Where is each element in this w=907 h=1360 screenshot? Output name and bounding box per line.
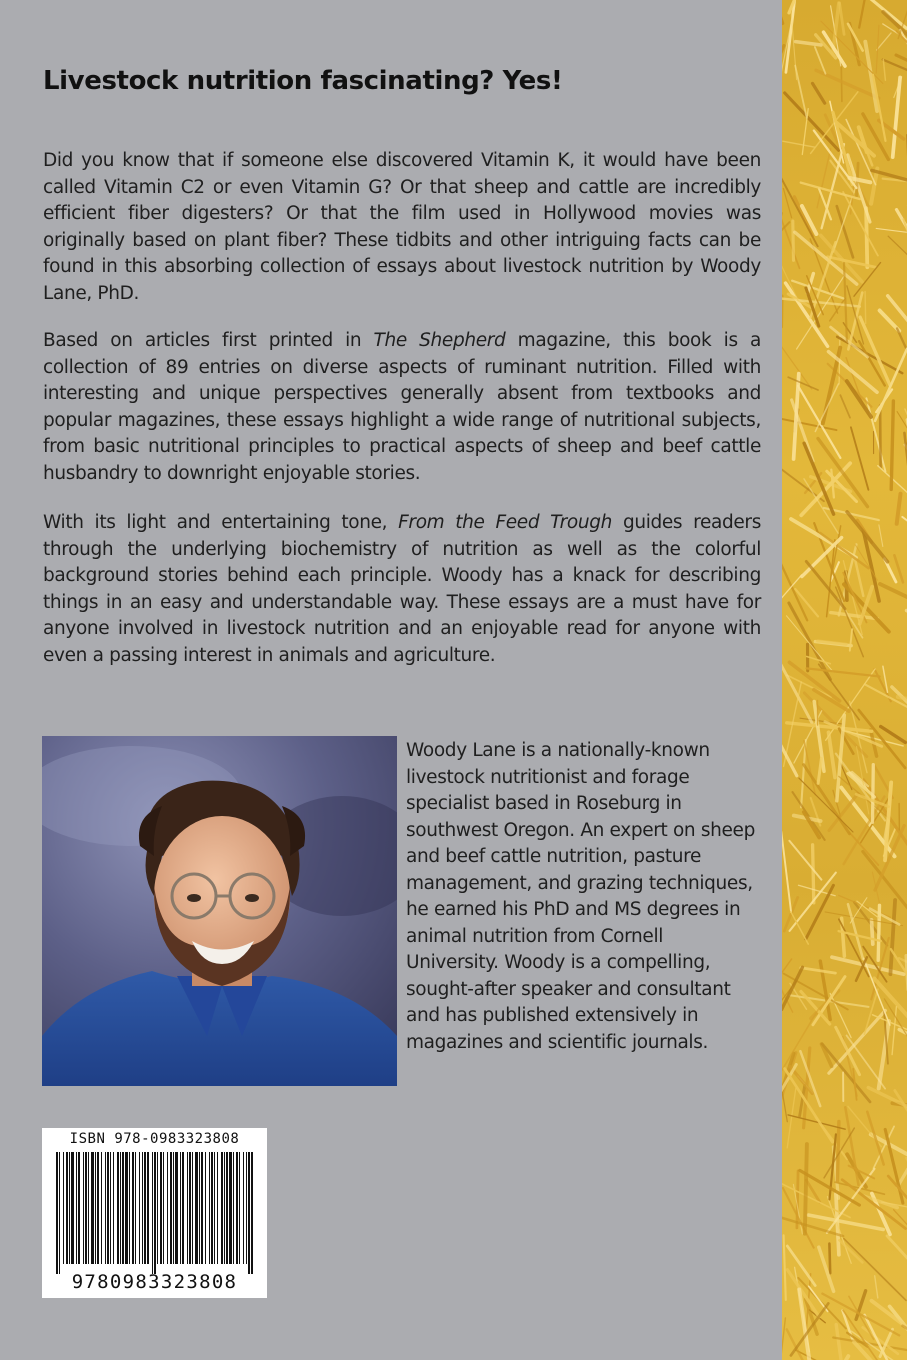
barcode-bar — [120, 1152, 121, 1264]
straw-fiber — [829, 1244, 830, 1274]
barcode-bar — [83, 1152, 84, 1264]
barcode-bar — [91, 1152, 94, 1264]
straw-fiber — [840, 3, 845, 35]
straw-fiber — [859, 0, 866, 28]
barcode-bar — [192, 1152, 193, 1264]
straw-fiber — [783, 189, 791, 218]
straw-fiber — [813, 83, 825, 103]
barcode-bar — [167, 1152, 168, 1264]
barcode-bar — [163, 1152, 164, 1264]
straw-fiber — [789, 841, 821, 880]
paragraph-tone — [43, 510, 761, 669]
barcode-bar — [78, 1152, 80, 1264]
barcode-bar — [187, 1152, 188, 1264]
barcode-bar — [135, 1152, 136, 1264]
barcode-bars — [56, 1152, 253, 1274]
barcode-bar — [59, 1152, 60, 1274]
barcode-bar — [173, 1152, 174, 1264]
straw-fiber — [891, 401, 893, 489]
barcode-bar — [144, 1152, 146, 1264]
straw-texture — [782, 0, 907, 1360]
barcode-bar — [214, 1152, 215, 1264]
barcode-bar — [209, 1152, 210, 1264]
paragraph-tone-rest: guides readers through the underlying biochemistry of nutrition as well as the colorful background stories behind each principle. Woody has a knack for describing things in an easy and understandable way. These essays are a must have for anyone involved in livestock nutrition and an enjoyable read for anyone with even a passing interest in animals and agriculture. — [43, 512, 761, 666]
barcode-icon — [42, 1128, 267, 1298]
straw-fiber — [793, 221, 794, 260]
straw-fiber — [818, 759, 821, 784]
straw-fiber — [782, 298, 860, 307]
straw-fiber — [807, 668, 880, 676]
straw-fiber — [796, 42, 822, 45]
straw-fiber — [865, 292, 866, 324]
barcode-bar — [56, 1152, 58, 1274]
straw-fiber — [783, 141, 815, 147]
barcode-bar — [226, 1152, 228, 1264]
straw-fiber — [888, 296, 907, 342]
barcode-bar — [182, 1152, 184, 1264]
straw-fiber — [805, 1144, 807, 1234]
barcode-number: 9780983323808 — [71, 1271, 238, 1293]
barcode-bar — [224, 1152, 225, 1264]
barcode-bar — [180, 1152, 181, 1264]
straw-fiber — [883, 59, 885, 80]
straw-fiber — [840, 395, 850, 418]
barcode-bar — [160, 1152, 162, 1264]
straw-fiber — [879, 525, 883, 547]
barcode-bar — [246, 1152, 247, 1264]
straw-fiber — [782, 418, 837, 431]
straw-fiber — [890, 900, 895, 974]
straw-fiber — [839, 1240, 862, 1262]
paragraph-about-book-lead: Based on articles first printed in — [43, 330, 374, 351]
straw-fiber — [873, 765, 874, 823]
barcode-bar — [211, 1152, 213, 1264]
barcode-bar — [217, 1152, 218, 1264]
straw-fiber — [808, 1215, 883, 1230]
barcode-bar — [66, 1152, 68, 1264]
barcode-bar — [251, 1152, 253, 1274]
straw-fiber — [799, 778, 853, 832]
barcode-bar — [132, 1152, 134, 1264]
barcode-bar — [248, 1152, 250, 1274]
straw-fiber — [830, 298, 845, 320]
straw-fiber — [875, 1276, 878, 1298]
straw-texture-strip — [782, 0, 907, 1360]
straw-fiber — [791, 912, 809, 944]
straw-fiber — [829, 732, 836, 777]
straw-fiber — [815, 384, 838, 432]
straw-fiber — [868, 1088, 907, 1122]
straw-fiber — [880, 406, 881, 468]
barcode-bar — [85, 1152, 87, 1264]
paragraph-about-book — [43, 328, 761, 487]
straw-fiber — [903, 1326, 907, 1343]
straw-fiber — [787, 1246, 815, 1286]
isbn-label: ISBN 978-0983323808 — [69, 1131, 240, 1147]
straw-fiber — [845, 1107, 858, 1185]
straw-fiber — [782, 738, 797, 776]
straw-fiber — [810, 242, 835, 318]
barcode-bar — [205, 1152, 206, 1264]
straw-fiber — [883, 60, 907, 76]
straw-fiber — [784, 1235, 786, 1300]
barcode-bar — [195, 1152, 198, 1264]
straw-fiber — [837, 1121, 839, 1181]
barcode-bar — [170, 1152, 172, 1264]
barcode-bar — [221, 1152, 223, 1264]
barcode-bar — [113, 1152, 114, 1264]
barcode-bar — [88, 1152, 89, 1264]
straw-fiber — [836, 1027, 860, 1074]
straw-fiber — [816, 1356, 848, 1360]
straw-fiber — [839, 931, 881, 941]
straw-fiber — [888, 236, 907, 267]
barcode-bar — [147, 1152, 149, 1264]
barcode-bar — [97, 1152, 99, 1264]
straw-fiber — [784, 897, 798, 931]
paragraph-intro: Did you know that if someone else discovered Vitamin K, it would have been called Vitamin C2 or even Vitamin G? Or that sheep and cattle are incredibly efficient fiber digesters? Or that the film used in Hollywood movies was originally based on plant fiber? These tidbits and other intriguing facts can be found in this absorbing collection of essays about livestock nutrition by Woody Lane, PhD. — [43, 150, 761, 304]
barcode-bar — [101, 1152, 102, 1264]
straw-fiber — [850, 629, 852, 651]
straw-fiber — [887, 1236, 907, 1258]
barcode-bar — [236, 1152, 238, 1264]
barcode-bar — [199, 1152, 200, 1264]
barcode-bar — [95, 1152, 96, 1264]
barcode-bar — [175, 1152, 178, 1264]
straw-fiber — [885, 1129, 903, 1203]
author-photo-icon — [42, 736, 397, 1086]
straw-fiber — [782, 46, 784, 121]
barcode-bar — [189, 1152, 191, 1264]
book-title: From the Feed Trough — [398, 512, 613, 533]
barcode-bar — [142, 1152, 143, 1264]
magazine-title: The Shepherd — [373, 330, 506, 351]
straw-fiber — [899, 1030, 907, 1044]
barcode-bar — [69, 1152, 70, 1264]
straw-fiber — [871, 169, 877, 204]
straw-fiber — [787, 1088, 796, 1148]
straw-fiber — [801, 968, 836, 973]
barcode-bar — [110, 1152, 111, 1264]
straw-fiber — [851, 427, 869, 490]
page-title: Livestock nutrition fascinating? Yes! — [43, 66, 563, 96]
author-bio: Woody Lane is a nationally-known livestock nutritionist and forage specialist based in Roseburg in southwest Oregon. An expert on sheep and beef cattle nutrition, pasture management, and grazing techniques, he earned his PhD and MS degrees in animal nutrition from Cornell University. Woody is a compelling, sought-after speaker and consultant and has published extensively in magazines and scientific journals. — [406, 740, 755, 1053]
straw-fiber — [902, 517, 907, 548]
straw-fiber — [806, 561, 845, 608]
barcode-bar — [157, 1152, 158, 1264]
barcode-bar — [239, 1152, 240, 1264]
straw-fiber — [788, 377, 818, 390]
barcode-bar — [152, 1152, 153, 1274]
straw-fiber — [830, 994, 851, 1038]
paragraph-about-book-rest: magazine, this book is a collection of 89 entries on diverse aspects of ruminant nutrition. Filled with interesting and unique perspectives generally absent from textbooks and popular magazines, these essays highlight a wide range of nutritional subjects, from basic nutritional principles to practical aspects of sheep and beef cattle husbandry to downright enjoyable stories. — [43, 330, 761, 484]
barcode-bar — [107, 1152, 109, 1264]
barcode-bar — [154, 1152, 156, 1274]
straw-fiber — [782, 832, 791, 912]
straw-fiber — [866, 398, 885, 471]
barcode-bar — [122, 1152, 124, 1264]
straw-fiber — [848, 773, 875, 797]
straw-fiber — [897, 210, 907, 232]
barcode-bar — [201, 1152, 203, 1264]
barcode-bar — [105, 1152, 106, 1264]
straw-fiber — [897, 494, 901, 524]
barcode-bar — [229, 1152, 232, 1264]
straw-fiber — [782, 1318, 785, 1360]
barcode-bar — [117, 1152, 119, 1264]
barcode-bar — [139, 1152, 140, 1264]
barcode-bar — [71, 1152, 74, 1264]
barcode-bar — [125, 1152, 128, 1264]
straw-fiber — [880, 584, 907, 605]
barcode-bar — [63, 1152, 64, 1264]
barcode-bar — [243, 1152, 244, 1264]
barcode-bar — [76, 1152, 77, 1264]
barcode-bar — [129, 1152, 130, 1264]
straw-fiber — [876, 228, 907, 237]
straw-fiber — [813, 845, 814, 903]
barcode-bar — [233, 1152, 234, 1264]
straw-fiber — [892, 687, 907, 740]
straw-fiber — [836, 1325, 847, 1360]
straw-fiber — [801, 740, 806, 807]
straw-fiber — [872, 920, 873, 944]
paragraph-tone-lead: With its light and entertaining tone, — [43, 512, 399, 533]
